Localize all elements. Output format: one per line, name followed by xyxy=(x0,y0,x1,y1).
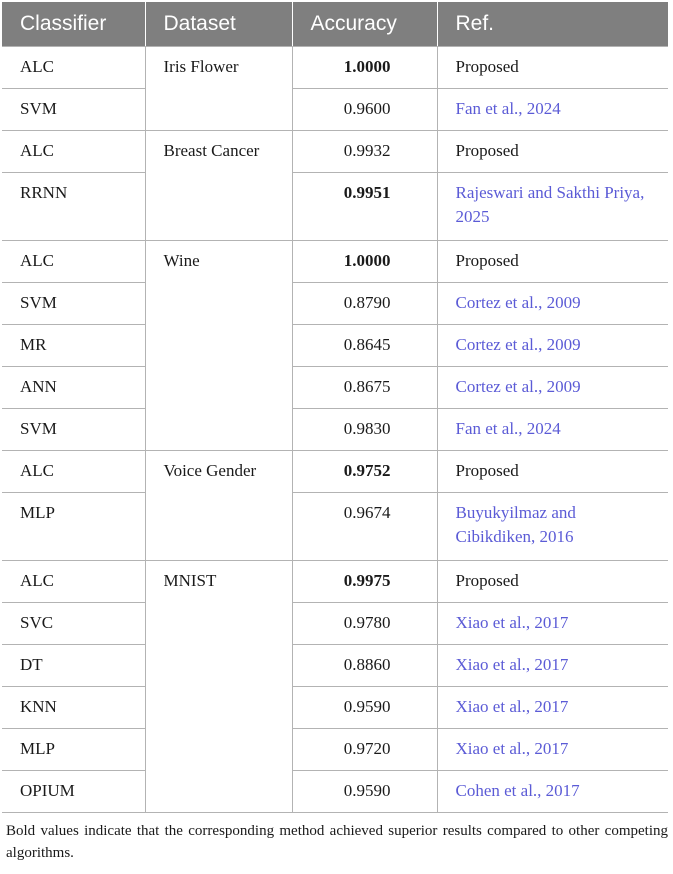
cell-classifier: MLP xyxy=(2,728,145,770)
cell-classifier: ALC xyxy=(2,130,145,172)
cell-accuracy: 0.9932 xyxy=(292,130,437,172)
table-row xyxy=(2,686,668,728)
cell-classifier: ALC xyxy=(2,450,145,492)
cell-accuracy: 1.0000 xyxy=(292,46,437,88)
cell-accuracy: 0.9600 xyxy=(292,88,437,130)
cell-ref: Proposed xyxy=(437,450,668,492)
table-row xyxy=(2,282,668,324)
cell-classifier: ALC xyxy=(2,560,145,602)
cell-classifier: MLP xyxy=(2,492,145,560)
table-row xyxy=(2,240,668,282)
cell-ref-link[interactable]: Cortez et al., 2009 xyxy=(437,282,668,324)
cell-accuracy: 0.9720 xyxy=(292,728,437,770)
cell-accuracy: 0.8790 xyxy=(292,282,437,324)
cell-classifier: SVM xyxy=(2,88,145,130)
table-row xyxy=(2,324,668,366)
cell-classifier: KNN xyxy=(2,686,145,728)
table-row xyxy=(2,560,668,602)
table-row xyxy=(2,770,668,812)
cell-classifier: SVM xyxy=(2,408,145,450)
table-footnote: Bold values indicate that the corresponding method achieved superior results compared to other competing algorithms. xyxy=(6,823,668,861)
cell-ref-link[interactable]: Buyukyilmaz and Cibikdiken, 2016 xyxy=(437,492,668,560)
cell-classifier: ALC xyxy=(2,46,145,88)
cell-ref-link[interactable]: Cortez et al., 2009 xyxy=(437,324,668,366)
cell-classifier: MR xyxy=(2,324,145,366)
cell-accuracy: 0.8860 xyxy=(292,644,437,686)
cell-accuracy: 0.9590 xyxy=(292,686,437,728)
cell-dataset: MNIST xyxy=(145,560,292,812)
cell-ref: Proposed xyxy=(437,46,668,88)
cell-classifier: ALC xyxy=(2,240,145,282)
table-row xyxy=(2,450,668,492)
cell-ref-link[interactable]: Xiao et al., 2017 xyxy=(437,728,668,770)
cell-accuracy: 0.8675 xyxy=(292,366,437,408)
header-accuracy: Accuracy xyxy=(292,2,437,46)
cell-classifier: RRNN xyxy=(2,172,145,240)
table-header-row xyxy=(2,2,668,46)
cell-ref-link[interactable]: Rajeswari and Sakthi Priya, 2025 xyxy=(437,172,668,240)
table-row xyxy=(2,728,668,770)
cell-accuracy: 0.9752 xyxy=(292,450,437,492)
cell-dataset: Voice Gender xyxy=(145,450,292,560)
cell-ref-link[interactable]: Cortez et al., 2009 xyxy=(437,366,668,408)
header-ref: Ref. xyxy=(437,2,668,46)
cell-accuracy: 0.9674 xyxy=(292,492,437,560)
cell-ref-link[interactable]: Xiao et al., 2017 xyxy=(437,644,668,686)
table-row xyxy=(2,366,668,408)
cell-classifier: DT xyxy=(2,644,145,686)
cell-ref-link[interactable]: Xiao et al., 2017 xyxy=(437,686,668,728)
cell-dataset: Wine xyxy=(145,240,292,450)
cell-accuracy: 0.8645 xyxy=(292,324,437,366)
cell-ref-link[interactable]: Fan et al., 2024 xyxy=(437,88,668,130)
table-row xyxy=(2,492,668,560)
cell-ref: Proposed xyxy=(437,130,668,172)
table-row xyxy=(2,644,668,686)
cell-ref-link[interactable]: Fan et al., 2024 xyxy=(437,408,668,450)
cell-classifier: OPIUM xyxy=(2,770,145,812)
cell-accuracy: 0.9830 xyxy=(292,408,437,450)
cell-accuracy: 0.9951 xyxy=(292,172,437,240)
cell-accuracy: 1.0000 xyxy=(292,240,437,282)
header-classifier: Classifier xyxy=(2,2,145,46)
cell-dataset: Breast Cancer xyxy=(145,130,292,240)
cell-ref-link[interactable]: Xiao et al., 2017 xyxy=(437,602,668,644)
header-dataset: Dataset xyxy=(145,2,292,46)
cell-ref: Proposed xyxy=(437,240,668,282)
results-table xyxy=(2,2,668,813)
cell-accuracy: 0.9975 xyxy=(292,560,437,602)
table-body xyxy=(2,46,668,812)
cell-classifier: SVM xyxy=(2,282,145,324)
cell-accuracy: 0.9780 xyxy=(292,602,437,644)
table-row xyxy=(2,602,668,644)
table-row xyxy=(2,130,668,172)
cell-dataset: Iris Flower xyxy=(145,46,292,130)
cell-classifier: SVC xyxy=(2,602,145,644)
table-row xyxy=(2,88,668,130)
cell-accuracy: 0.9590 xyxy=(292,770,437,812)
cell-ref: Proposed xyxy=(437,560,668,602)
cell-classifier: ANN xyxy=(2,366,145,408)
table-row xyxy=(2,408,668,450)
table-row xyxy=(2,172,668,240)
cell-ref-link[interactable]: Cohen et al., 2017 xyxy=(437,770,668,812)
table-row xyxy=(2,46,668,88)
